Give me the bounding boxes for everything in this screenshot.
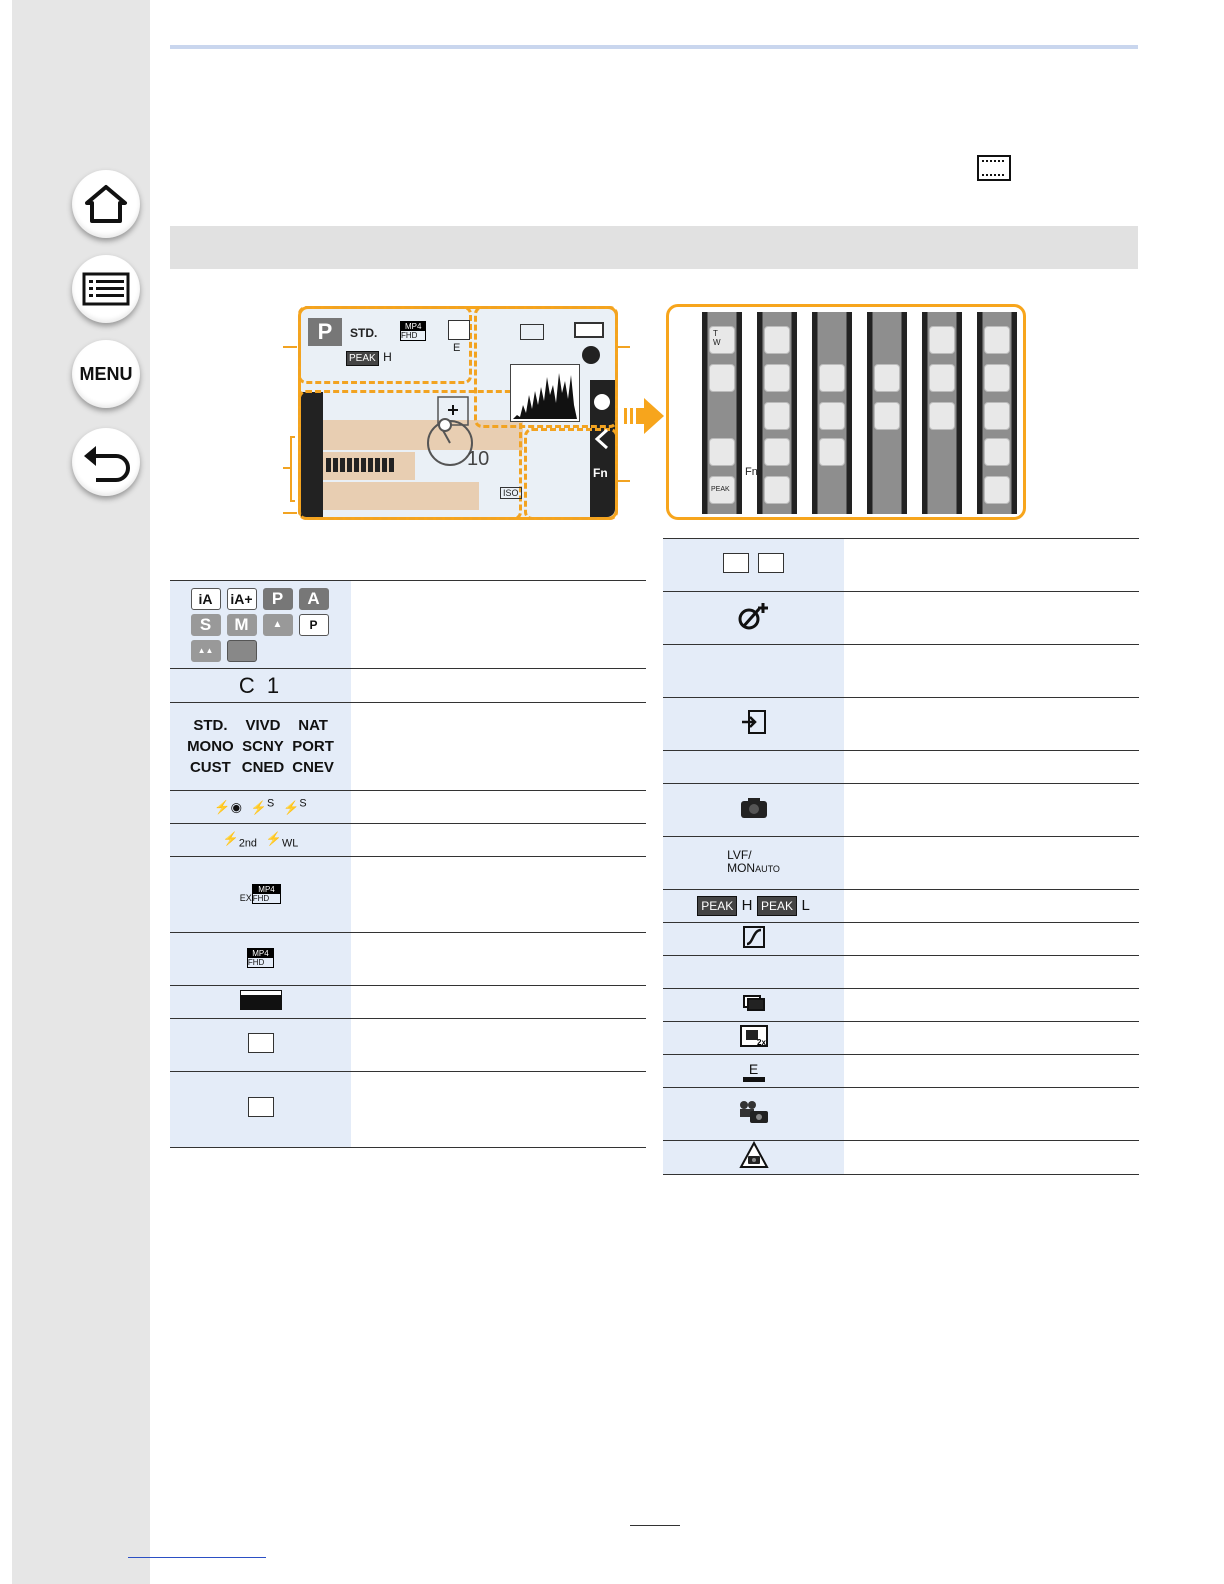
self-timer-count: 10 [467,448,490,470]
mode-creative-icon: ■ [227,640,257,662]
photo-style-description [351,703,646,791]
table-row [663,1141,1139,1175]
panel-slot-6[interactable] [819,364,845,392]
creative-control-cell [663,592,844,645]
format-top: MP4 [401,322,425,331]
quality-cell [170,1072,351,1148]
style-indicator: STD. [350,326,378,340]
page-number-rule [630,1525,680,1526]
warning-camera-cell [663,1141,844,1175]
table-row [170,986,646,1019]
format-fhd-label-2: FHD [247,958,265,967]
right-icon-table [663,538,1139,1175]
picture-size-box [248,1033,274,1053]
mode-icon-grid [170,588,351,662]
format-fhd: FHD [401,331,418,340]
style-mono: MONO [187,738,234,755]
picture-size-cell [170,1019,351,1072]
flash-slow-redeye-icon: ⚡$^S$ [283,797,307,815]
e-indicator: E [453,342,461,354]
style-nat: NAT [298,717,328,734]
e-shutter-label: E [748,1060,759,1077]
highlight-shadow-cell [663,923,844,956]
movie-camera-icon [738,1099,770,1125]
flash-2nd-icon: $⚡_{2nd}$ [222,831,257,850]
screens-icon [742,994,766,1012]
svg-text:2x: 2x [756,1037,766,1047]
panel-slot-peak[interactable] [709,476,735,504]
leader-1 [283,346,297,348]
format-fhd-label: FHD [252,893,270,903]
mode-movie-icon: ▲ [263,614,293,636]
quality-description [351,1072,646,1148]
empty-description-2 [844,751,1139,784]
quality-bar-icon [241,991,281,1009]
empty-description-3 [844,956,1139,989]
digital-zoom-cell [663,1022,844,1055]
rec-format-cell [170,933,351,986]
zoom-2x-icon [740,1025,768,1047]
box-icon-2 [758,553,784,573]
left-icon-table [170,580,646,1148]
lvf-mon-icon [727,849,780,876]
panel-slot-16[interactable] [984,402,1010,430]
card-in-icon [741,709,767,735]
lvf-mon-cell [663,837,844,890]
style-cnev: CNEV [292,759,334,776]
quality-box [448,320,470,340]
two-box-description [844,539,1139,592]
table-row [170,857,646,933]
table-row [663,1022,1139,1055]
mode-description [351,581,646,669]
curve-icon [743,926,765,948]
panel-fn-label: Fn [745,466,758,478]
lvf-mon-description [844,837,1139,890]
panel-slot-5[interactable] [764,476,790,504]
movie-priority-description [844,1088,1139,1141]
style-std: STD. [193,717,228,734]
mode-m-icon: M [227,614,257,636]
peak-label: PEAK [346,351,379,366]
chevron-left-icon[interactable] [593,428,611,450]
table-row [170,933,646,986]
quality-bar-description [351,986,646,1019]
arrow-right-icon [624,396,666,436]
level-meter [326,458,394,472]
leader-5 [618,480,630,482]
recording-state-cell [663,784,844,837]
peaking-description [844,890,1139,923]
table-row [170,1019,646,1072]
panel-slot-7[interactable] [819,402,845,430]
custom-mode-label: C 1 [238,672,283,698]
quality-box-icon [248,1097,274,1117]
electronic-shutter-description [844,1055,1139,1088]
peaking-indicator [346,348,392,366]
creative-plus-icon [737,601,771,631]
mode-scene-icon: ▲▲ [191,640,221,662]
panel-slot-15[interactable] [984,364,1010,392]
leader-3 [283,512,297,514]
camera-circle-icon [739,796,769,820]
mode-a-icon: A [299,588,329,610]
table-row [663,989,1139,1022]
table-row [170,824,646,857]
flash-sync-cell [170,824,351,857]
creative-control-description [844,592,1139,645]
peak-low-label: PEAK [757,896,797,916]
header-rule [170,45,1138,49]
menu-button[interactable] [72,340,140,408]
warning-camera-description [844,1141,1139,1175]
format-mp4-label: MP4 [253,885,281,894]
table-row [663,923,1139,956]
iso-indicator: ISO [500,487,522,499]
multi-exposure-description [844,989,1139,1022]
monitor-display-icon [977,155,1011,181]
style-vivd: VIVD [245,717,281,734]
mon-label: MON [727,861,756,875]
panel-tw-label: T W [713,329,721,347]
panel-slot-11[interactable] [929,326,955,354]
table-row [663,1055,1139,1088]
table-row [663,698,1139,751]
table-row [663,784,1139,837]
mode-panorama-p-icon: P [299,614,329,636]
wl-camera-icon [739,1141,769,1169]
quality-bar-cell [170,986,351,1019]
panel-slot-wifi[interactable] [764,326,790,354]
contents-button[interactable] [72,255,140,323]
flash-mode-description [351,791,646,824]
panel-slot-14[interactable] [984,326,1010,354]
mode-indicator: P [308,318,342,346]
mode-ia-icon: iA [191,588,221,610]
flash-mode-cell [170,791,351,824]
panel-slot-zoom[interactable] [709,326,735,354]
leader-4 [618,346,630,348]
footer-link-underline[interactable] [128,1557,266,1558]
picture-size-description [351,1019,646,1072]
empty-icon-cell-1 [663,645,844,698]
table-row [663,837,1139,890]
flash-wl-icon: $⚡_{WL}$ [265,831,299,850]
panel-slot-10[interactable] [874,402,900,430]
style-scny: SCNY [242,738,284,755]
panel-slot-2[interactable] [764,364,790,392]
recording-state-description [844,784,1139,837]
panel-peak-label: PEAK [711,486,730,493]
rec-format-description [351,933,646,986]
aspect-icon [520,324,544,340]
table-row [663,890,1139,923]
panel-slot-3[interactable] [764,402,790,430]
battery-icon [574,322,604,338]
style-cned: CNED [241,759,285,776]
table-row [170,791,646,824]
bracket [290,436,295,502]
panel-slot-mic[interactable] [984,476,1010,504]
panel-slot-4[interactable] [764,438,790,466]
format-indicator [400,321,426,343]
card-access-cell [663,698,844,751]
peak-high-label: PEAK [697,896,737,916]
histogram [510,364,580,422]
mode-s-icon: S [191,614,221,636]
panel-slot-13[interactable] [929,402,955,430]
peak-h-label: H [741,897,753,914]
table-row [663,1088,1139,1141]
peaking-cell [663,890,844,923]
panel-slot-12[interactable] [929,364,955,392]
table-row [170,1072,646,1148]
photo-style-grid [170,717,351,776]
table-row [170,669,646,703]
peak-l-label: L [801,897,810,914]
highlight-shadow-description [844,923,1139,956]
box-icon-1 [723,553,749,573]
fn-tab[interactable]: Fn [593,466,608,480]
creative-icon[interactable] [592,392,612,412]
empty-description-1 [844,645,1139,698]
mode-p-icon: P [263,588,293,610]
home-button[interactable] [72,170,140,238]
table-row [170,703,646,791]
movie-priority-cell [663,1088,844,1141]
table-row [663,956,1139,989]
panel-slot-touch-af[interactable] [709,438,735,466]
menu-label: MENU [79,363,133,384]
rec-format-ex-description [351,857,646,933]
panel-slot-17[interactable] [984,438,1010,466]
panel-slot-touch[interactable] [709,364,735,392]
section-bar [170,226,1138,269]
panel-slot-8[interactable] [819,438,845,466]
mode-icons-cell [170,581,351,669]
flash-slow-icon: ⚡$^S$ [250,797,275,815]
photo-style-cell [170,703,351,791]
e-shutter-icon [743,1062,765,1082]
two-box-cell [663,539,844,592]
format-mp4-label-2: MP4 [248,949,273,958]
digital-zoom-description [844,1022,1139,1055]
table-row [663,539,1139,592]
ex-label: EX [239,892,252,903]
empty-icon-cell-2 [663,751,844,784]
multi-exposure-cell [663,989,844,1022]
rec-format-ex-cell [170,857,351,933]
home-icon [83,183,129,225]
empty-icon-cell-3 [663,956,844,989]
sidebar [12,0,150,1584]
custom-mode-cell [170,669,351,703]
style-cust: CUST [189,759,231,776]
table-row [663,592,1139,645]
flash-redeye-icon: ⚡◉ [214,799,242,815]
lvf-label: LVF/ [727,848,752,862]
style-port: PORT [292,738,334,755]
table-row [663,751,1139,784]
table-row [663,645,1139,698]
recording-dot-icon [582,346,600,364]
mode-ia-plus-icon: iA+ [227,588,257,610]
table-row [170,581,646,669]
auto-label: AUTO [755,864,780,874]
back-button[interactable] [72,428,140,496]
list-icon [82,272,130,306]
peak-level: H [383,350,392,364]
custom-mode-description [351,669,646,703]
flash-sync-description [351,824,646,857]
electronic-shutter-cell [663,1055,844,1088]
return-arrow-icon [82,442,130,482]
card-access-description [844,698,1139,751]
panel-slot-9[interactable] [874,364,900,392]
